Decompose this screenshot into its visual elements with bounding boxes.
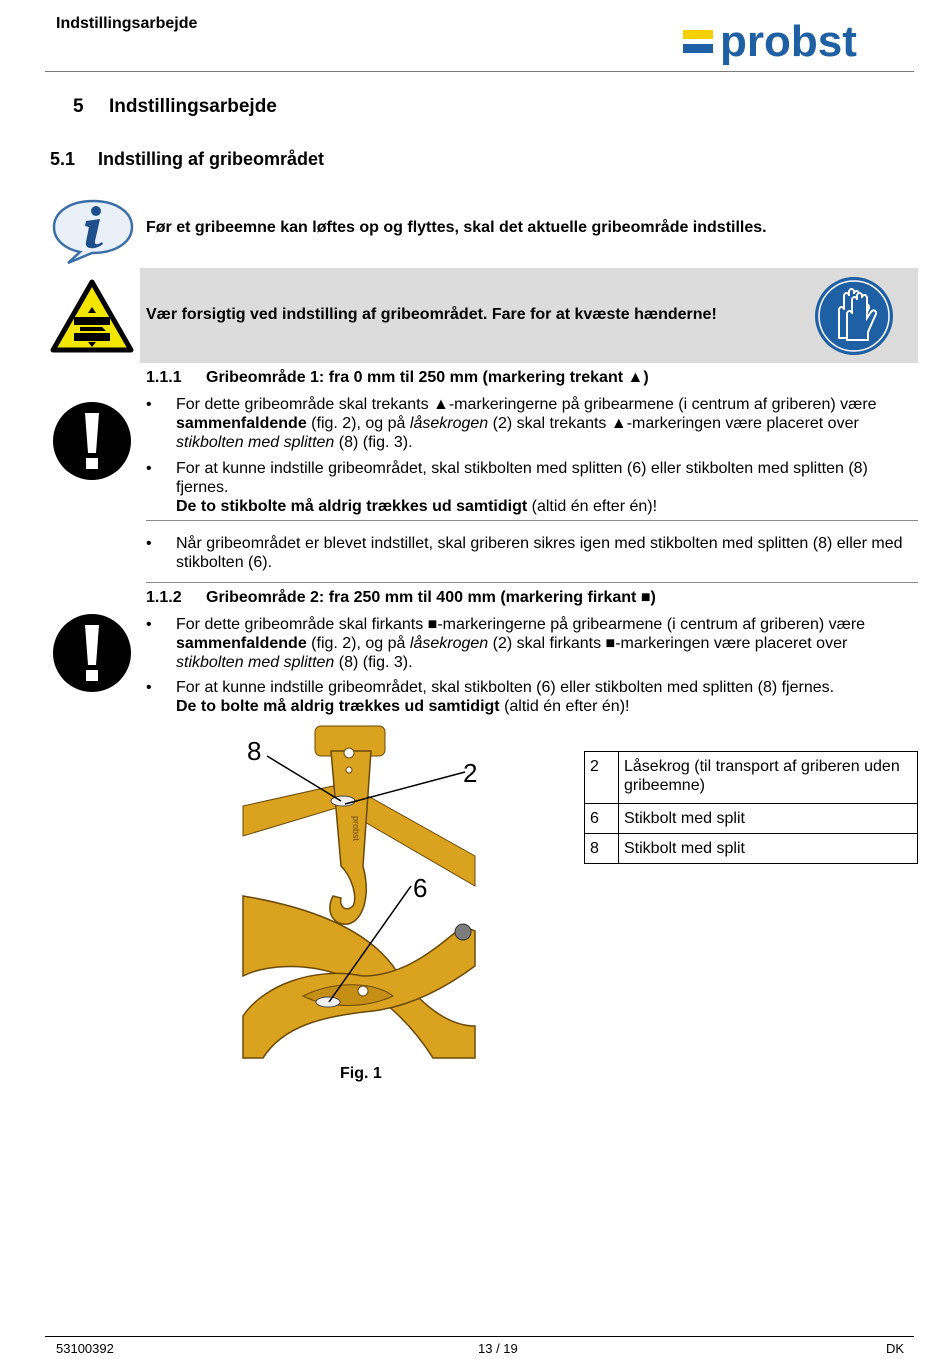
table-row — [585, 834, 918, 864]
callout-8: 8 — [247, 736, 262, 766]
legend-number: 2 — [585, 752, 619, 804]
exclamation-icon — [52, 401, 132, 481]
divider — [146, 582, 918, 583]
hand-crush-warning-icon — [50, 279, 134, 353]
legend-text: Stikbolt med split — [619, 834, 918, 864]
table-row — [585, 804, 918, 834]
probst-logo — [680, 18, 910, 68]
warning-note: Vær forsigtig ved indstilling af gribeområdet. Fare for at kvæste hænderne! — [146, 306, 717, 323]
callout-2: 2 — [463, 758, 478, 788]
table-row — [585, 752, 918, 804]
header-title: Indstillingsarbejde — [56, 15, 198, 32]
footer-divider — [45, 1336, 914, 1337]
bullet: • — [146, 679, 152, 696]
gripper-figure — [243, 726, 478, 1058]
list-item: • Når gribeområdet er blevet indstillet, skal griberen sikres igen med stikbolten med splitten (8) eller med stikbolten (6). — [146, 535, 903, 571]
chapter-heading: 5 Indstillingsarbejde — [73, 96, 277, 117]
footer-doc-number: 53100392 — [56, 1341, 114, 1356]
list-item: • For dette gribeområde skal firkants ■-markeringerne på gribearmene (i centrum af griberen) være sammenfaldende (fig. 2), og på låsekrogen (2) skal firkants ■-markeringen være placeret over stikbolten med splitten (8) (fig. 3). — [146, 616, 866, 671]
info-note: Før et gribeemne kan løftes op og flyttes, skal det aktuelle gribeområde indstilles. — [146, 219, 767, 236]
exclamation-icon — [52, 613, 132, 693]
list-item: • For at kunne indstille gribeområdet, skal stikbolten (6) eller stikbolten med splitten (8) fjernes. De to bolte må aldrig trækkes ud samtidigt (altid én efter én)! — [146, 679, 835, 715]
subsection-heading-1: 1.1.1 Gribeområde 1: fra 0 mm til 250 mm (markering trekant ▲) — [146, 369, 649, 386]
subsection-heading-2: 1.1.2 Gribeområde 2: fra 250 mm til 400 mm (markering firkant ■) — [146, 589, 656, 606]
bullet: • — [146, 535, 152, 552]
callout-6: 6 — [413, 873, 428, 903]
wear-gloves-icon — [814, 276, 894, 356]
figure-legend-table — [584, 751, 918, 864]
list-item: • For dette gribeområde skal trekants ▲-markeringerne på gribearmene (i centrum af griberen) være sammenfaldende (fig. 2), og på låsekrogen (2) skal trekants ▲-markeringen være placeret over stikbolten med splitten (8) (fig. 3). — [146, 396, 877, 451]
legend-number: 8 — [585, 834, 619, 864]
bullet: • — [146, 396, 152, 413]
footer-page-number: 13 / 19 — [478, 1341, 518, 1356]
footer-language: DK — [886, 1341, 905, 1356]
header-divider — [45, 71, 914, 72]
list-item: • For at kunne indstille gribeområdet, skal stikbolten med splitten (6) eller stikbolten med splitten (8) fjernes. De to stikbolte må aldrig trækkes ud samtidigt (altid én efter én)! — [146, 460, 868, 515]
legend-text: Stikbolt med split — [619, 804, 918, 834]
info-icon — [50, 197, 136, 265]
legend-number: 6 — [585, 804, 619, 834]
section-heading: 5.1 Indstilling af gribeområdet — [50, 149, 325, 169]
divider — [146, 520, 918, 521]
figure-caption: Fig. 1 — [340, 1065, 382, 1082]
logo-text: probst — [720, 17, 857, 66]
legend-text: Låsekrog (til transport af griberen uden gribeemne) — [619, 752, 918, 804]
hook-brand-text: probst — [351, 816, 361, 842]
bullet: • — [146, 616, 152, 633]
bullet: • — [146, 460, 152, 477]
